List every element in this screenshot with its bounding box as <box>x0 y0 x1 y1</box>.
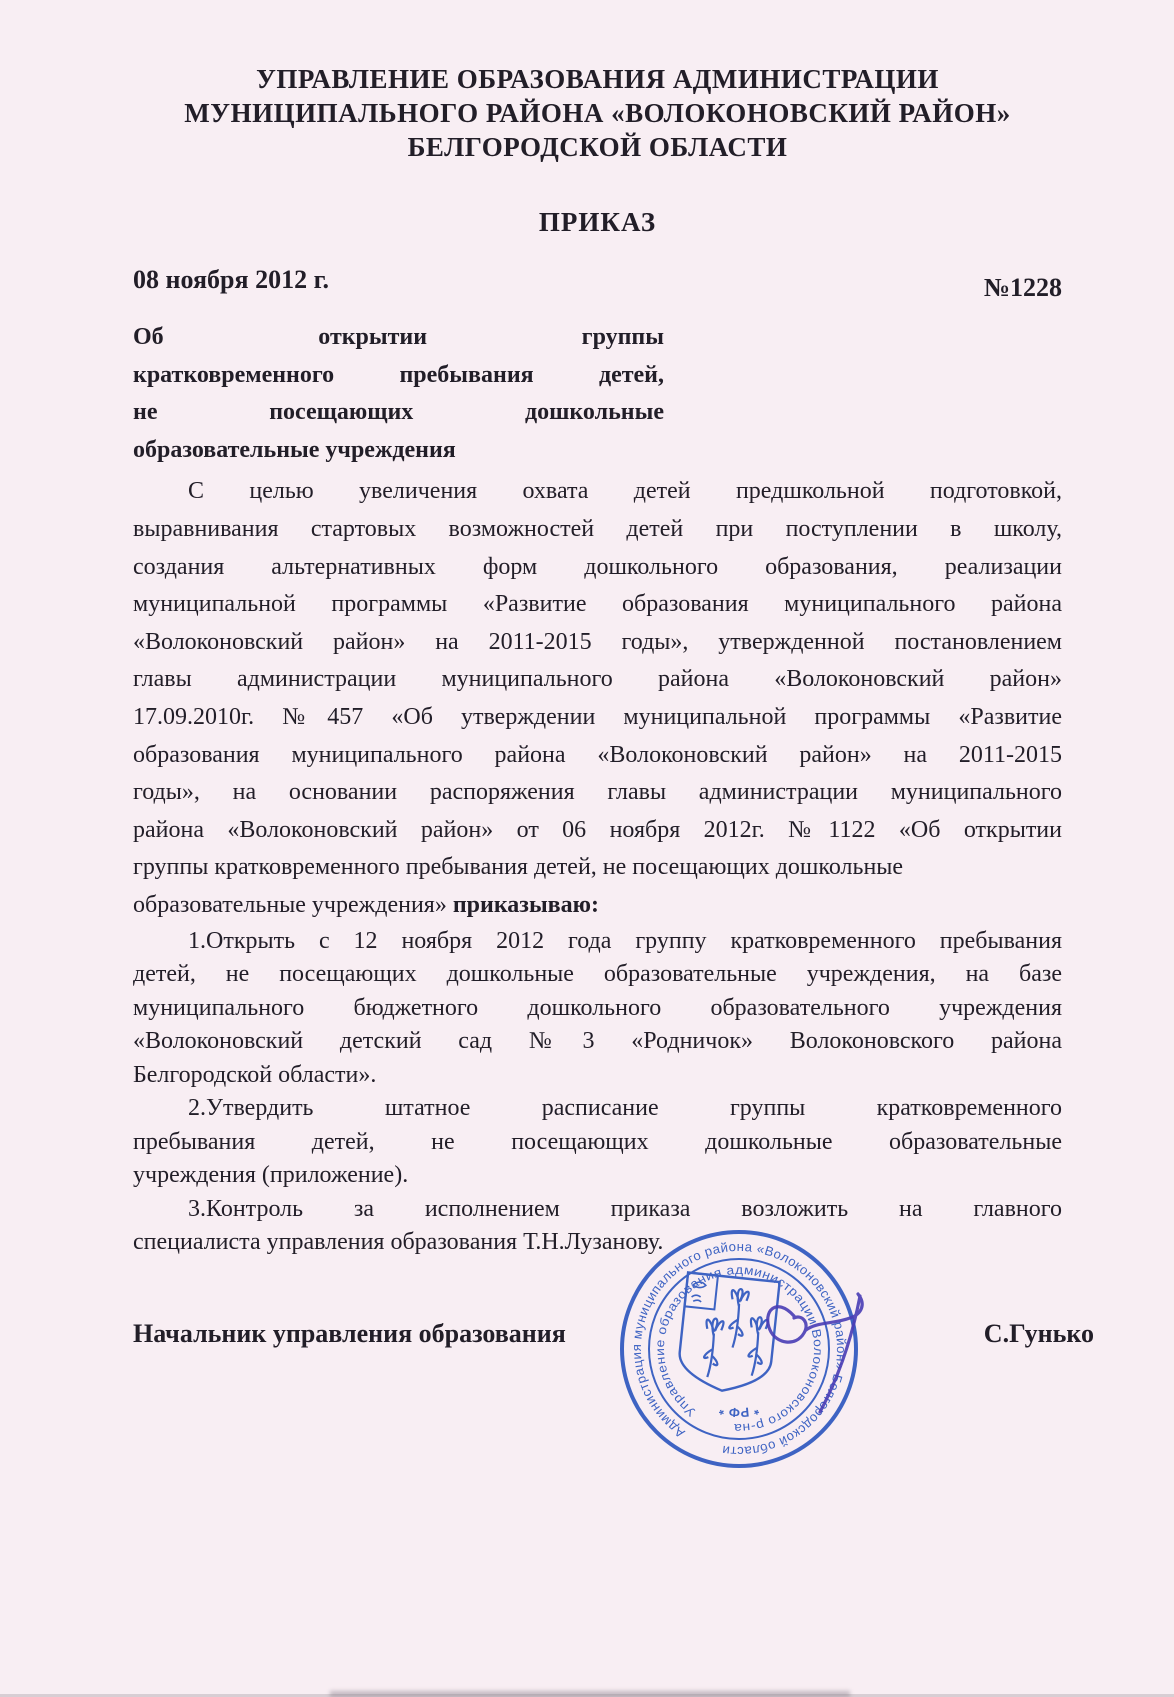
text-line: муниципальной программы «Развитие образования муниципального района <box>133 591 1062 618</box>
text-line: годы», на основании распоряжения главы администрации муниципального <box>133 779 1062 806</box>
text-line: кратковременного пребывания детей, <box>133 361 664 388</box>
stamp-outer-ring-text: Администрация муниципального района «Волоконовский район» Белгородской области <box>628 1238 850 1460</box>
text-line: Белгородской области». <box>133 1061 377 1088</box>
text-line: выравнивания стартовых возможностей детей при поступлении в школу, <box>133 515 1062 542</box>
text-line: 1.Открыть с 12 ноября 2012 года группу кратковременного пребывания <box>188 927 1062 954</box>
document-date: 08 ноября 2012 г. <box>133 265 329 294</box>
order-item-1 <box>133 925 1062 1093</box>
signatory-name: С.Гунько <box>983 1318 1094 1348</box>
text-line: не посещающих дошкольные <box>133 399 664 426</box>
text-line: главы администрации муниципального района «Волоконовский район» <box>133 666 1062 693</box>
signatory-position: Начальник управления образования <box>133 1318 566 1348</box>
text-line: 17.09.2010г. №457 «Об утверждении муниципальной программы «Развитие <box>133 703 1062 730</box>
stamp-rf-text: * РФ * <box>717 1402 761 1421</box>
org-name-line: МУНИЦИПАЛЬНОГО РАЙОНА «ВОЛОКОНОВСКИЙ РАЙОН» <box>184 98 1011 128</box>
text-line: 3.Контроль за исполнением приказа возложить на главного <box>188 1195 1062 1222</box>
text-line: группы кратковременного пребывания детей, не посещающих дошкольные <box>133 854 904 881</box>
text-line: «Волоконовский район» на 2011-2015 годы», утвержденной постановлением <box>133 628 1062 655</box>
text-line: образования муниципального района «Волоконовский район» на 2011-2015 <box>133 741 1062 768</box>
text-line: района «Волоконовский район» от 06 ноября 2012г. №1122 «Об открытии <box>133 816 1062 843</box>
text-line: создания альтернативных форм дошкольного образования, реализации <box>133 553 1062 580</box>
signature-row <box>133 1317 1094 1351</box>
preamble-lines <box>133 473 1062 887</box>
order-keyword: приказываю: <box>452 891 599 918</box>
subject-block <box>133 319 664 469</box>
text-line: Об открытии группы <box>133 324 664 350</box>
org-name-line: УПРАВЛЕНИЕ ОБРАЗОВАНИЯ АДМИНИСТРАЦИИ <box>256 64 939 94</box>
text-line: муниципального бюджетного дошкольного образовательного учреждения <box>133 994 1062 1021</box>
org-name-block <box>133 62 1062 164</box>
preamble-tail-text: образовательные учреждения» <box>133 891 453 918</box>
order-item-2 <box>133 1092 1062 1193</box>
text-line: специалиста управления образования Т.Н.Лузанову. <box>133 1229 664 1255</box>
text-line: образовательные учреждения <box>133 436 456 463</box>
document-type-title: ПРИКАЗ <box>538 207 657 237</box>
text-line: «Волоконовский детский сад №3 «Родничок» Волоконовского района <box>133 1028 1062 1054</box>
document-number: №1228 <box>983 273 1062 302</box>
text-line: детей, не посещающих дошкольные образовательные учреждения, на базе <box>133 961 1062 987</box>
handwritten-signature <box>760 1286 880 1418</box>
svg-text:* РФ * <box>717 1402 761 1420</box>
preamble-paragraph <box>133 473 1062 924</box>
date-number-row <box>133 263 1062 305</box>
preamble-final-line <box>133 887 1062 925</box>
order-item-3 <box>133 1193 1062 1260</box>
text-line: учреждения (приложение). <box>133 1162 409 1188</box>
text-line: пребывания детей, не посещающих дошкольные образовательные <box>133 1128 1062 1155</box>
stamp-inner-ring-text: Управление образования администрации Волоконовского р-на <box>652 1262 826 1436</box>
text-line: 2.Утвердить штатное расписание группы кратковременного <box>188 1095 1062 1121</box>
org-name-line: БЕЛГОРОДСКОЙ ОБЛАСТИ <box>407 132 788 162</box>
text-line: С целью увеличения охвата детей предшкольной подготовкой, <box>188 478 1062 505</box>
